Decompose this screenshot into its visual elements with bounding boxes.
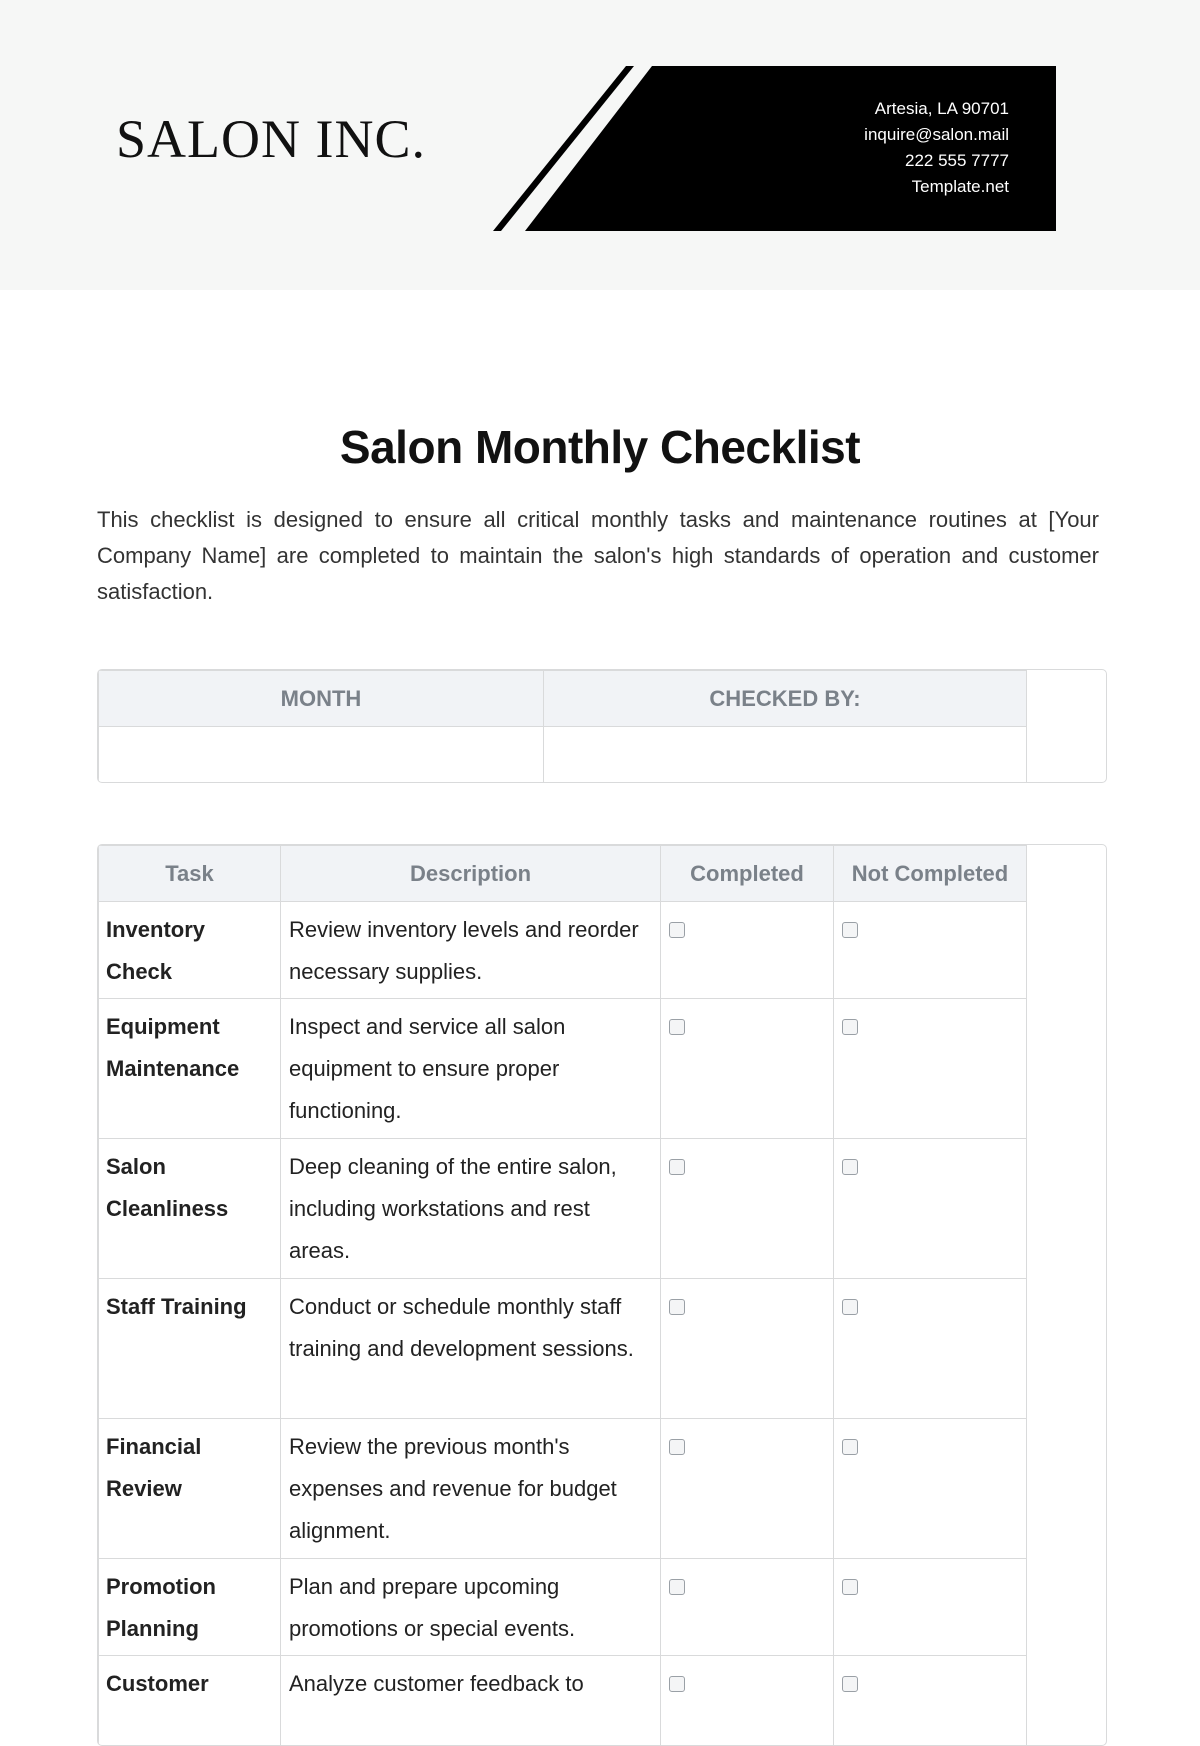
not-completed-checkbox[interactable]: [842, 1579, 858, 1595]
not-completed-header: Not Completed: [834, 846, 1027, 902]
month-value-cell[interactable]: [99, 727, 544, 783]
contact-phone: 222 555 7777: [864, 148, 1009, 174]
not-completed-checkbox[interactable]: [842, 1159, 858, 1175]
info-table-value-row: [99, 727, 1027, 783]
task-description: Review inventory levels and reorder necessary supplies.: [281, 902, 661, 999]
contact-website: Template.net: [864, 174, 1009, 200]
not-completed-cell: [834, 999, 1027, 1139]
info-table: [98, 670, 1027, 783]
completed-cell: [661, 1419, 834, 1559]
task-description: Plan and prepare upcoming promotions or special events.: [281, 1559, 661, 1656]
month-header: MONTH: [99, 671, 544, 727]
task-description: Analyze customer feedback to: [281, 1656, 661, 1746]
document-intro: This checklist is designed to ensure all critical monthly tasks and maintenance routines at [Your Company Name] are completed to maintain the salon's high standards of operation and customer satisfaction.: [97, 502, 1099, 610]
not-completed-cell: [834, 1559, 1027, 1656]
table-row: [99, 1559, 1027, 1656]
task-name: Financial Review: [99, 1419, 281, 1559]
company-logo: SALON INC.: [116, 112, 426, 166]
not-completed-cell: [834, 1139, 1027, 1279]
not-completed-cell: [834, 1419, 1027, 1559]
table-row: [99, 1139, 1027, 1279]
completed-checkbox[interactable]: [669, 922, 685, 938]
contact-address: Artesia, LA 90701: [864, 96, 1009, 122]
table-row: [99, 902, 1027, 999]
info-table-frame: [97, 669, 1107, 783]
document-title: Salon Monthly Checklist: [0, 420, 1200, 474]
not-completed-checkbox[interactable]: [842, 1019, 858, 1035]
completed-checkbox[interactable]: [669, 1439, 685, 1455]
not-completed-cell: [834, 1656, 1027, 1746]
completed-checkbox[interactable]: [669, 1676, 685, 1692]
task-name: Customer: [99, 1656, 281, 1746]
task-header: Task: [99, 846, 281, 902]
task-description: Review the previous month's expenses and revenue for budget alignment.: [281, 1419, 661, 1559]
checklist-table-frame: [97, 844, 1107, 1746]
completed-cell: [661, 1559, 834, 1656]
completed-checkbox[interactable]: [669, 1159, 685, 1175]
table-row: [99, 1656, 1027, 1746]
info-table-header-row: [99, 671, 1027, 727]
completed-checkbox[interactable]: [669, 1019, 685, 1035]
description-header: Description: [281, 846, 661, 902]
not-completed-checkbox[interactable]: [842, 922, 858, 938]
task-name: Promotion Planning: [99, 1559, 281, 1656]
completed-checkbox[interactable]: [669, 1299, 685, 1315]
table-row: [99, 999, 1027, 1139]
task-name: Salon Cleanliness: [99, 1139, 281, 1279]
checked-by-header: CHECKED BY:: [544, 671, 1027, 727]
not-completed-cell: [834, 1279, 1027, 1419]
completed-checkbox[interactable]: [669, 1579, 685, 1595]
task-name: Inventory Check: [99, 902, 281, 999]
table-row: [99, 1419, 1027, 1559]
completed-cell: [661, 1279, 834, 1419]
completed-header: Completed: [661, 846, 834, 902]
checklist-table: [98, 845, 1027, 1746]
completed-cell: [661, 1139, 834, 1279]
task-description: Deep cleaning of the entire salon, including workstations and rest areas.: [281, 1139, 661, 1279]
completed-cell: [661, 999, 834, 1139]
task-name: Equipment Maintenance: [99, 999, 281, 1139]
not-completed-checkbox[interactable]: [842, 1439, 858, 1455]
checked-by-value-cell[interactable]: [544, 727, 1027, 783]
table-row: [99, 1279, 1027, 1419]
checklist-header-row: [99, 846, 1027, 902]
not-completed-checkbox[interactable]: [842, 1299, 858, 1315]
not-completed-cell: [834, 902, 1027, 999]
letterhead: [0, 0, 1200, 290]
completed-cell: [661, 902, 834, 999]
contact-block: [864, 96, 1009, 200]
not-completed-checkbox[interactable]: [842, 1676, 858, 1692]
task-description: Conduct or schedule monthly staff training and development sessions.: [281, 1279, 661, 1419]
task-description: Inspect and service all salon equipment to ensure proper functioning.: [281, 999, 661, 1139]
task-name: Staff Training: [99, 1279, 281, 1419]
contact-email: inquire@salon.mail: [864, 122, 1009, 148]
completed-cell: [661, 1656, 834, 1746]
